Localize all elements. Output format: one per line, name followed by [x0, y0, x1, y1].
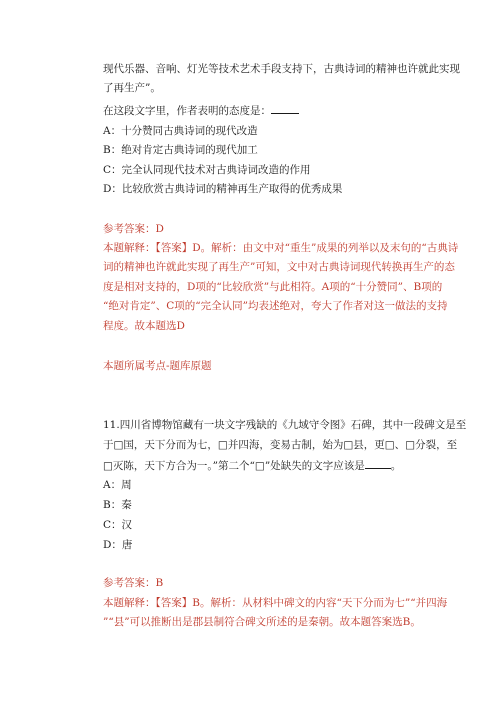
option-a: A：周	[103, 479, 132, 491]
option-b: B：秦	[103, 499, 132, 511]
explanation-line: 程度。故本题选D	[103, 320, 185, 332]
explanation-line: ”“县”可以推断出是郡县制符合碑文所述的是秦朝。故本题答案选B。	[103, 616, 421, 628]
explanation-line: 本题解释：【答案】D。解析：由文中对“重生”成果的列举以及末句的“古典诗	[103, 242, 459, 254]
passage-line: 了再生产”。	[103, 82, 161, 94]
question-stem-text: 在这段文字里，作者表明的态度是：	[103, 105, 271, 117]
explanation-line: 度是相对支持的，D项的“比较欣赏”与此相符。A项的“十分赞同”、B项的	[103, 281, 443, 293]
reference-answer: 参考答案：B	[103, 577, 164, 589]
question-stem-line: 于□国，天下分而为七，□并四海，变易古制，始为□县，更□、□分裂，至	[103, 439, 458, 451]
option-d: D：比较欣赏古典诗词的精神再生产取得的优秀成果	[103, 183, 343, 195]
question-stem-line	[103, 458, 401, 473]
option-c: C：完全认同现代技术对古典诗词改造的作用	[103, 164, 311, 176]
explanation-line: 词的精神也许就此实现了再生产”可知，文中对古典诗词现代转换再生产的态	[103, 261, 455, 273]
passage-line: 现代乐器、音响、灯光等技术艺术手段支持下，古典诗词的精神也许就此实现	[103, 63, 460, 75]
option-a: A：十分赞同古典诗词的现代改造	[103, 125, 258, 137]
explanation-line: 本题解释：【答案】B。解析：从材料中碑文的内容“天下分而为七”“并四海	[103, 597, 448, 609]
answer-blank	[365, 458, 391, 469]
question-stem-text: □灭陈，天下方合为一。”第二个“□”处缺失的文字应该是	[103, 460, 365, 472]
option-d: D：唐	[103, 539, 133, 551]
explanation-line: “绝对肯定”、C项的“完全认同”均表述绝对，夸大了作者对这一做法的支持	[103, 300, 448, 312]
answer-blank	[271, 103, 299, 114]
option-c: C：汉	[103, 519, 133, 531]
question-stem	[103, 103, 299, 118]
reference-answer: 参考答案：D	[103, 223, 164, 235]
question-stem-line: 11.四川省博物馆藏有一块文字残缺的《九域守令图》石碑，其中一段碑文是至	[103, 419, 467, 431]
stem-end: 。	[390, 460, 402, 472]
exam-point: 本题所属考点-题库原题	[103, 360, 212, 372]
option-b: B：绝对肯定古典诗词的现代加工	[103, 144, 258, 156]
